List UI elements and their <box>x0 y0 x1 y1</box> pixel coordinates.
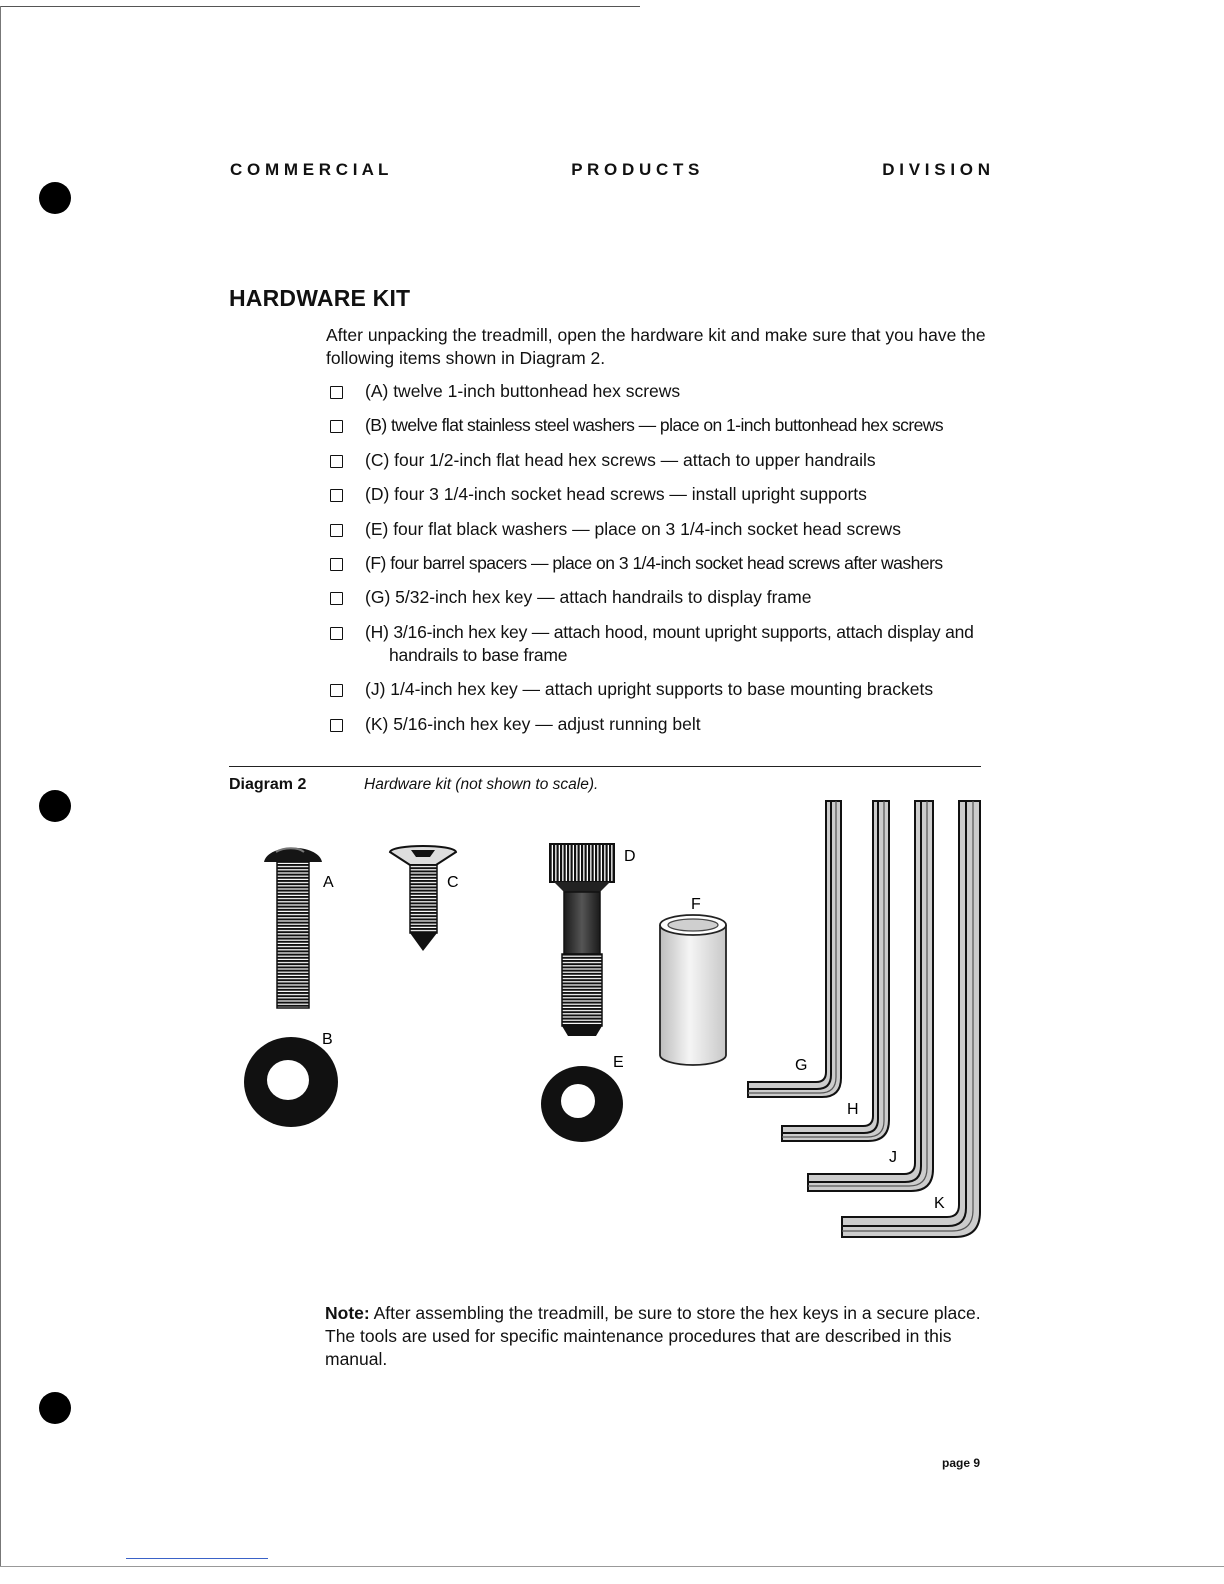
part-label-f: F <box>691 896 701 913</box>
running-head-word-1: C O M M E R C I A L <box>230 160 389 179</box>
part-label-c: C <box>447 874 459 891</box>
hex-key-g <box>748 801 841 1097</box>
checkbox-icon <box>330 684 343 697</box>
intro-paragraph: After unpacking the treadmill, open the hardware kit and make sure that you have the following items shown in Diagram 2. <box>326 325 986 368</box>
checklist-item-text: (A) twelve 1-inch buttonhead hex screws <box>365 381 681 401</box>
page-number: page 9 <box>942 1456 981 1470</box>
socket-head-screw-d <box>550 844 614 1036</box>
checklist-item <box>330 678 990 701</box>
checkbox-icon <box>330 524 343 537</box>
part-label-b: B <box>322 1031 333 1048</box>
checklist-item-text: (H) 3/16-inch hex key — attach hood, mount upright supports, attach display and handrails to base frame <box>365 621 974 665</box>
note-paragraph <box>325 1302 985 1371</box>
checklist-item-text: (F) four barrel spacers — place on 3 1/4-inch socket head screws after washers <box>365 552 943 573</box>
part-label-h: H <box>847 1101 859 1118</box>
top-edge-rule <box>0 6 640 7</box>
checklist-item <box>330 621 990 667</box>
checkbox-icon <box>330 489 343 502</box>
part-label-g: G <box>795 1057 808 1074</box>
running-head <box>230 160 990 180</box>
diagram-label: Diagram 2 <box>229 776 307 793</box>
bottom-edge-mark <box>126 1558 268 1559</box>
part-label-e: E <box>613 1054 624 1071</box>
bottom-edge-rule <box>0 1566 1224 1567</box>
hardware-checklist <box>330 380 990 747</box>
checkbox-icon <box>330 386 343 399</box>
checklist-item <box>330 380 990 403</box>
checkbox-icon <box>330 558 343 571</box>
buttonhead-screw-a <box>264 848 322 1008</box>
black-washer-e <box>541 1066 623 1142</box>
checklist-item-text: (J) 1/4-inch hex key — attach upright supports to base mounting brackets <box>365 679 934 700</box>
checklist-item <box>330 518 990 541</box>
barrel-spacer-f <box>660 915 726 1065</box>
section-title: HARDWARE KIT <box>229 285 411 311</box>
checklist-item-text: (G) 5/32-inch hex key — attach handrails to display frame <box>365 587 812 608</box>
part-label-a: A <box>323 874 334 891</box>
checklist-item-text: (D) four 3 1/4-inch socket head screws — install upright supports <box>365 484 867 505</box>
checklist-item <box>330 713 990 736</box>
binder-hole-bottom <box>39 1392 71 1424</box>
left-edge-rule <box>0 6 1 1566</box>
checklist-item <box>330 414 990 437</box>
running-head-word-2: P R O D U C T S <box>571 160 700 179</box>
checkbox-icon <box>330 627 343 640</box>
hardware-diagram <box>220 795 1000 1245</box>
part-label-d: D <box>624 848 636 865</box>
checklist-item-text: (E) four flat black washers — place on 3 1/4-inch socket head screws <box>365 518 901 539</box>
binder-hole-top <box>39 182 71 214</box>
part-label-k: K <box>934 1195 945 1212</box>
diagram-caption: Hardware kit (not shown to scale). <box>364 776 599 793</box>
part-label-j: J <box>889 1149 897 1166</box>
checklist-item-text: (B) twelve flat stainless steel washers — place on 1-inch buttonhead hex screws <box>365 415 944 436</box>
note-text: After assembling the treadmill, be sure to store the hex keys in a secure place. The tools are used for specific maintenance procedures that are described in this manual. <box>325 1303 981 1369</box>
checkbox-icon <box>330 592 343 605</box>
checklist-item <box>330 552 990 575</box>
note-label: Note: <box>325 1303 370 1323</box>
stainless-washer-b <box>244 1037 338 1127</box>
checkbox-icon <box>330 420 343 433</box>
flathead-screw-c <box>390 846 456 951</box>
checkbox-icon <box>330 455 343 468</box>
binder-hole-middle <box>39 790 71 822</box>
diagram-rule <box>229 766 981 767</box>
checkbox-icon <box>330 719 343 732</box>
checklist-item <box>330 483 990 506</box>
running-head-word-3: D I V I S I O N <box>882 160 990 179</box>
checklist-item <box>330 586 990 609</box>
checklist-item-text: (C) four 1/2-inch flat head hex screws — attach to upper handrails <box>365 449 876 470</box>
checklist-item <box>330 449 990 472</box>
checklist-item-text: (K) 5/16-inch hex key — adjust running belt <box>365 713 701 734</box>
